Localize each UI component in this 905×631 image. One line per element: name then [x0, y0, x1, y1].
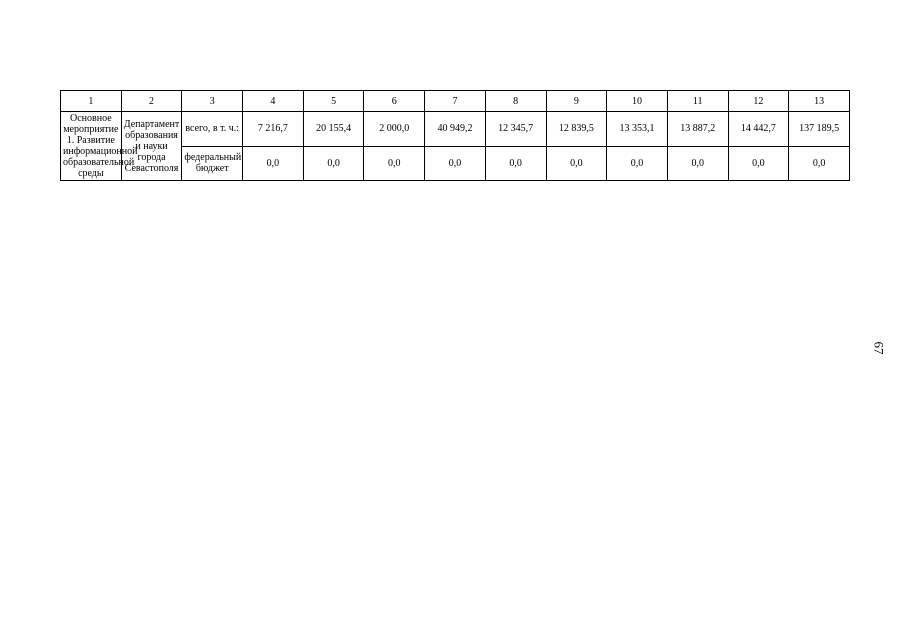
value: 0,0 — [789, 146, 850, 181]
col-13: 13 — [789, 91, 850, 112]
col-12: 12 — [728, 91, 789, 112]
value: 12 345,7 — [485, 112, 546, 147]
value: 0,0 — [243, 146, 304, 181]
value: 0,0 — [607, 146, 668, 181]
col-6: 6 — [364, 91, 425, 112]
value: 0,0 — [667, 146, 728, 181]
col-1: 1 — [61, 91, 122, 112]
col-11: 11 — [667, 91, 728, 112]
header-row — [61, 91, 850, 112]
value: 7 216,7 — [243, 112, 304, 147]
value: 0,0 — [425, 146, 486, 181]
table-row — [61, 112, 850, 147]
value: 0,0 — [485, 146, 546, 181]
value: 13 887,2 — [667, 112, 728, 147]
value: 20 155,4 — [303, 112, 364, 147]
col-4: 4 — [243, 91, 304, 112]
value: 12 839,5 — [546, 112, 607, 147]
col-9: 9 — [546, 91, 607, 112]
value: 0,0 — [303, 146, 364, 181]
source-label: федеральный бюджет — [182, 146, 243, 181]
col-7: 7 — [425, 91, 486, 112]
value: 13 353,1 — [607, 112, 668, 147]
value: 0,0 — [546, 146, 607, 181]
department: Департамент образования и науки города Севастополя — [121, 112, 182, 181]
measure-name: Основное мероприятие 1. Развитие информационной образовательной среды — [61, 112, 122, 181]
col-3: 3 — [182, 91, 243, 112]
page-number: 67 — [871, 341, 887, 355]
value: 0,0 — [728, 146, 789, 181]
col-10: 10 — [607, 91, 668, 112]
col-8: 8 — [485, 91, 546, 112]
value: 40 949,2 — [425, 112, 486, 147]
value: 2 000,0 — [364, 112, 425, 147]
value: 14 442,7 — [728, 112, 789, 147]
col-2: 2 — [121, 91, 182, 112]
budget-table — [60, 90, 850, 181]
value: 0,0 — [364, 146, 425, 181]
value: 137 189,5 — [789, 112, 850, 147]
col-5: 5 — [303, 91, 364, 112]
source-label: всего, в т. ч.: — [182, 112, 243, 147]
